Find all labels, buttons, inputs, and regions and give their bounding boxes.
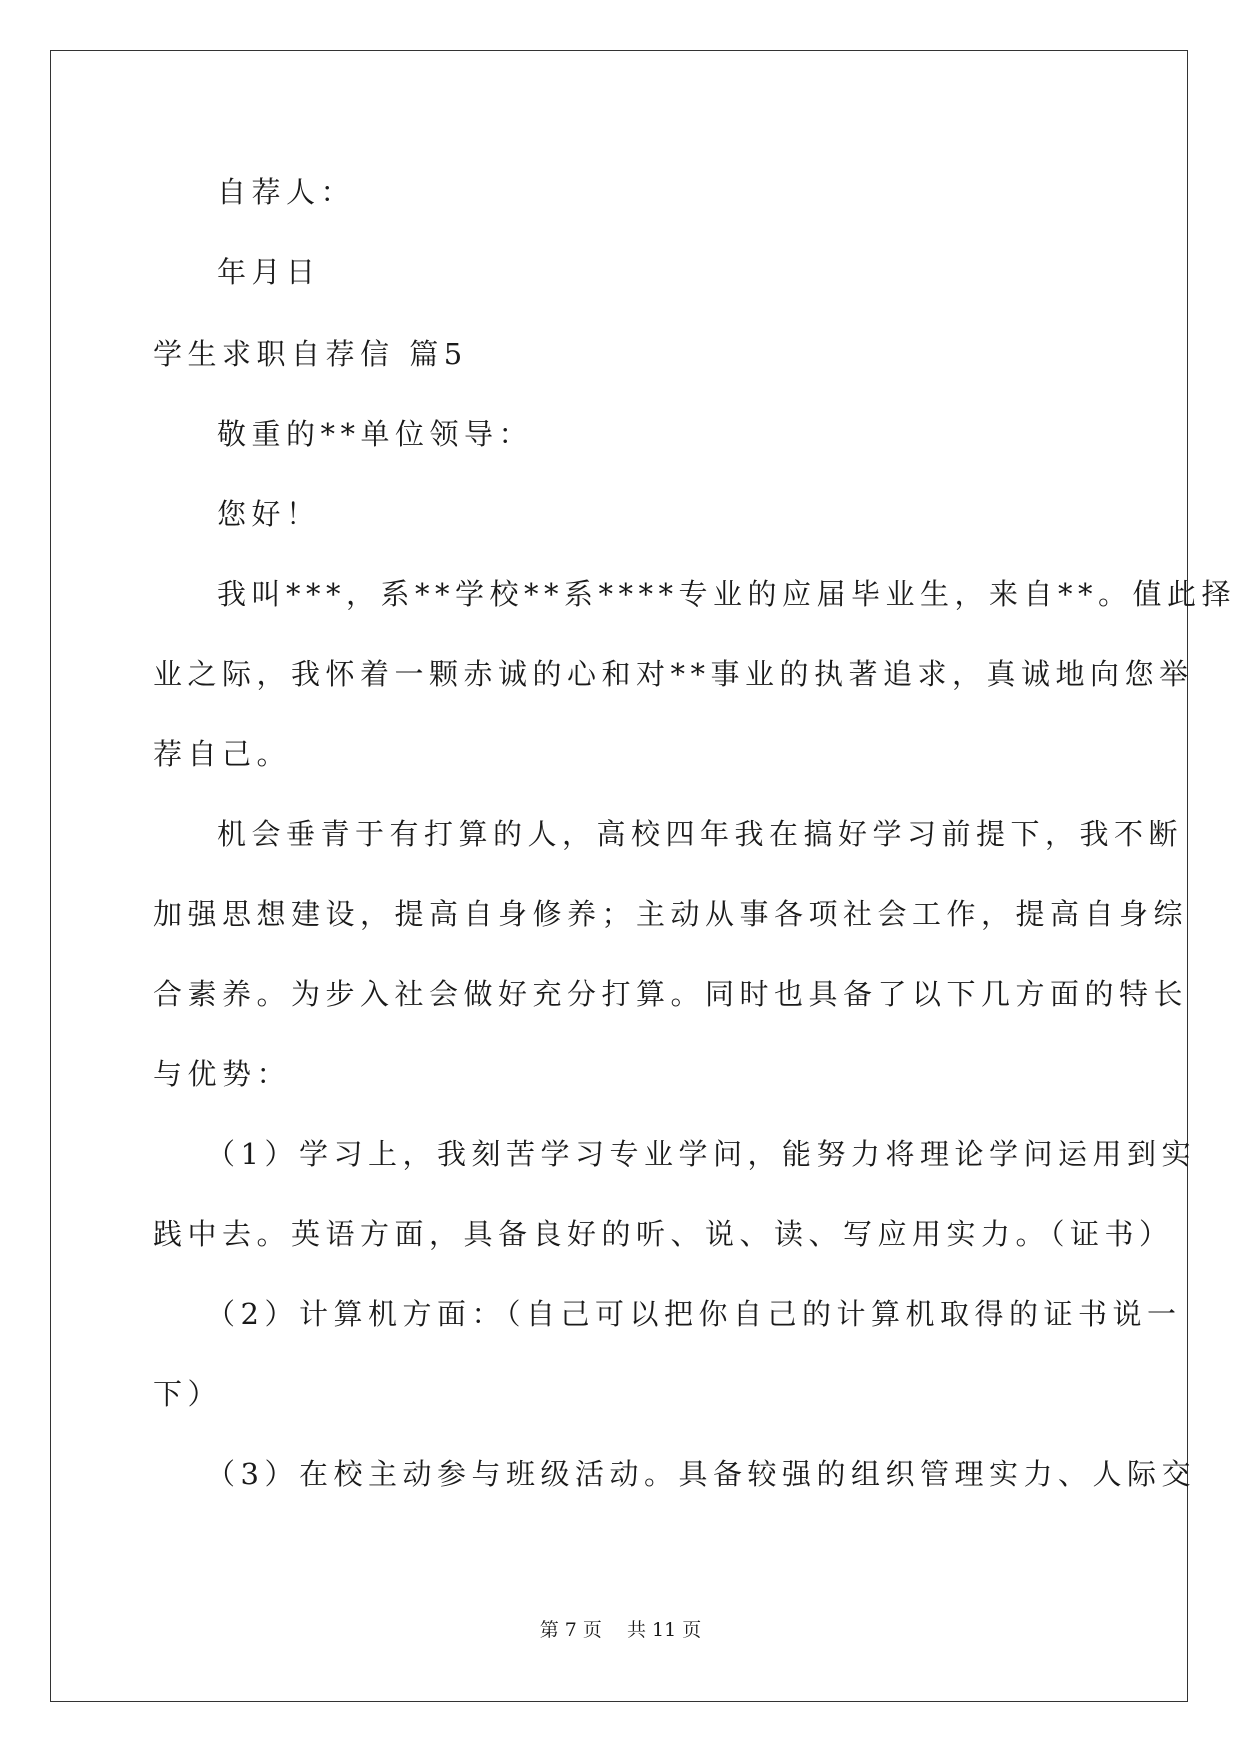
paragraph-line: 机会垂青于有打算的人，高校四年我在搞好学习前提下，我不断 [217, 817, 1184, 851]
salutation: 敬重的**单位领导： [217, 417, 534, 451]
list-item-line: 下） [153, 1377, 223, 1411]
paragraph-line: 业之际，我怀着一颗赤诚的心和对**事业的执著追求，真诚地向您举 [153, 657, 1194, 691]
greeting: 您好！ [217, 497, 321, 531]
section-heading: 学生求职自荐信 篇5 [153, 337, 468, 371]
list-item-line: 践中去。英语方面，具备良好的听、说、读、写应用实力。（证书） [153, 1217, 1174, 1251]
list-item-line: （3）在校主动参与班级活动。具备较强的组织管理实力、人际交 [206, 1457, 1196, 1491]
list-item-line: （2）计算机方面：（自己可以把你自己的计算机取得的证书说一 [206, 1297, 1182, 1331]
list-item-line: （1）学习上，我刻苦学习专业学问，能努力将理论学问运用到实 [206, 1137, 1196, 1171]
paragraph-line: 荐自己。 [153, 737, 292, 771]
paragraph-line: 与优势： [153, 1057, 292, 1091]
signature-label: 自荐人： [217, 175, 356, 209]
page-number-footer: 第 7 页 共 11 页 [539, 1619, 702, 1641]
paragraph-line: 我叫***，系**学校**系****专业的应届毕业生，来自**。值此择 [217, 577, 1237, 611]
date-placeholder: 年月日 [217, 255, 321, 289]
paragraph-line: 合素养。为步入社会做好充分打算。同时也具备了以下几方面的特长 [153, 977, 1189, 1011]
paragraph-line: 加强思想建设，提高自身修养；主动从事各项社会工作，提高自身综 [153, 897, 1189, 931]
